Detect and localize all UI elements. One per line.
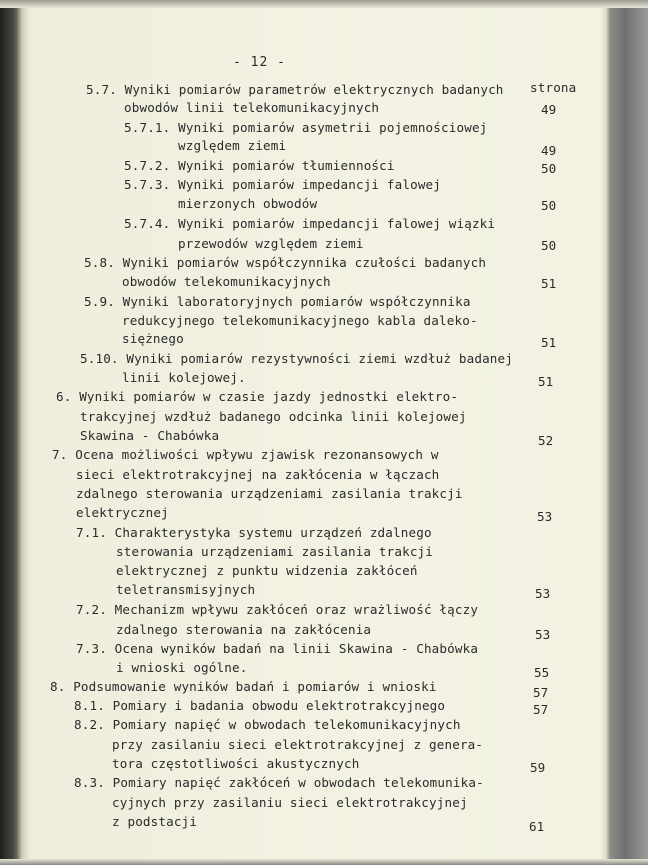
toc-page-number: 52	[538, 433, 554, 448]
toc-page-number: 57	[533, 685, 549, 700]
toc-line: mierzonych obwodów	[178, 196, 318, 211]
toc-page-number: 59	[530, 760, 546, 775]
toc-line: 8.2. Pomiary napięć w obwodach telekomunikacyjnych	[74, 717, 461, 732]
toc-line: 7.2. Mechanizm wpływu zakłóceń oraz wrażliwość łączy	[76, 602, 479, 617]
toc-page-number: 53	[535, 627, 551, 642]
toc-line: 5.7.3. Wyniki pomiarów impedancji falowej	[124, 177, 442, 192]
toc-page-number: 61	[529, 819, 545, 834]
toc-page-number: 50	[541, 238, 557, 253]
toc-line: przewodów względem ziemi	[178, 236, 364, 251]
toc-line: sterowania urządzeniami zasilania trakcji	[116, 544, 434, 559]
page-bottom-edge	[0, 859, 648, 865]
toc-page-number: 55	[534, 665, 550, 680]
toc-line: 5.10. Wyniki pomiarów rezystywności ziemi wzdłuż badanej	[80, 351, 513, 366]
toc-line: 6. Wyniki pomiarów w czasie jazdy jednostki elektro-	[56, 389, 459, 404]
toc-line: linii kolejowej.	[122, 370, 246, 385]
toc-line: siężnego	[122, 331, 184, 346]
toc-line: 5.8. Wyniki pomiarów współczynnika czułości badanych	[84, 255, 487, 270]
toc-page-number: 50	[541, 161, 557, 176]
toc-line: trakcyjnej wzdłuż badanego odcinka linii kolejowej	[80, 409, 467, 424]
binding-shadow	[0, 0, 14, 865]
toc-line: teletransmisyjnych	[116, 582, 256, 597]
toc-line: elektrycznej z punktu widzenia zakłóceń	[116, 563, 418, 578]
toc-page-number: 51	[541, 335, 557, 350]
page-top-edge	[0, 0, 648, 8]
page-column-header: strona	[530, 80, 577, 95]
toc-line: względem ziemi	[178, 138, 287, 153]
toc-line: 5.7. Wyniki pomiarów parametrów elektrycznych badanych	[86, 82, 504, 97]
toc-line: elektrycznej	[76, 505, 169, 520]
toc-line: i wnioski ogólne.	[116, 660, 248, 675]
toc-line: obwodów linii telekomunikacyjnych	[124, 100, 380, 115]
toc-line: zdalnego sterowania urządzeniami zasilania trakcji	[76, 486, 463, 501]
toc-line: Skawina - Chabówka	[80, 428, 220, 443]
toc-line: z podstacji	[112, 814, 198, 829]
toc-line: 8.1. Pomiary i badania obwodu elektrotrakcyjnego	[74, 698, 446, 713]
toc-page-number: 49	[541, 102, 557, 117]
toc-line: 7.1. Charakterystyka systemu urządzeń zdalnego	[76, 525, 432, 540]
toc-line: 8.3. Pomiary napięć zakłóceń w obwodach telekomunika-	[74, 775, 484, 790]
toc-line: zdalnego sterowania na zakłócenia	[116, 622, 372, 637]
toc-line: 5.7.2. Wyniki pomiarów tłumienności	[124, 158, 395, 173]
page-number: - 12 -	[233, 55, 286, 70]
toc-page-number: 51	[538, 374, 554, 389]
toc-line: przy zasilaniu sieci elektrotrakcyjnej z genera-	[112, 737, 484, 752]
toc-page-number: 49	[541, 143, 557, 158]
toc-line: redukcyjnego telekomunikacyjnego kabla daleko-	[122, 313, 478, 328]
toc-line: cyjnych przy zasilaniu sieci elektrotrakcyjnej	[112, 795, 468, 810]
toc-page-number: 53	[537, 509, 553, 524]
toc-line: 5.9. Wyniki laboratoryjnych pomiarów współczynnika	[84, 294, 471, 309]
toc-page-number: 53	[535, 586, 551, 601]
toc-line: obwodów telekomunikacyjnych	[122, 274, 331, 289]
toc-line: sieci elektrotrakcyjnej na zakłócenia w łączach	[76, 467, 440, 482]
toc-line: 5.7.1. Wyniki pomiarów asymetrii pojemnościowej	[124, 120, 488, 135]
toc-page-number: 57	[533, 702, 549, 717]
toc-page-number: 50	[541, 198, 557, 213]
toc-line: 8. Podsumowanie wyników badań i pomiarów i wnioski	[50, 679, 437, 694]
toc-line: 7.3. Ocena wyników badań na linii Skawina - Chabówka	[76, 641, 479, 656]
toc-line: 5.7.4. Wyniki pomiarów impedancji falowej wiązki	[124, 216, 496, 231]
toc-line: tora częstotliwości akustycznych	[112, 756, 360, 771]
toc-page-number: 51	[541, 276, 557, 291]
toc-line: 7. Ocena możliwości wpływu zjawisk rezonansowych w	[52, 447, 439, 462]
